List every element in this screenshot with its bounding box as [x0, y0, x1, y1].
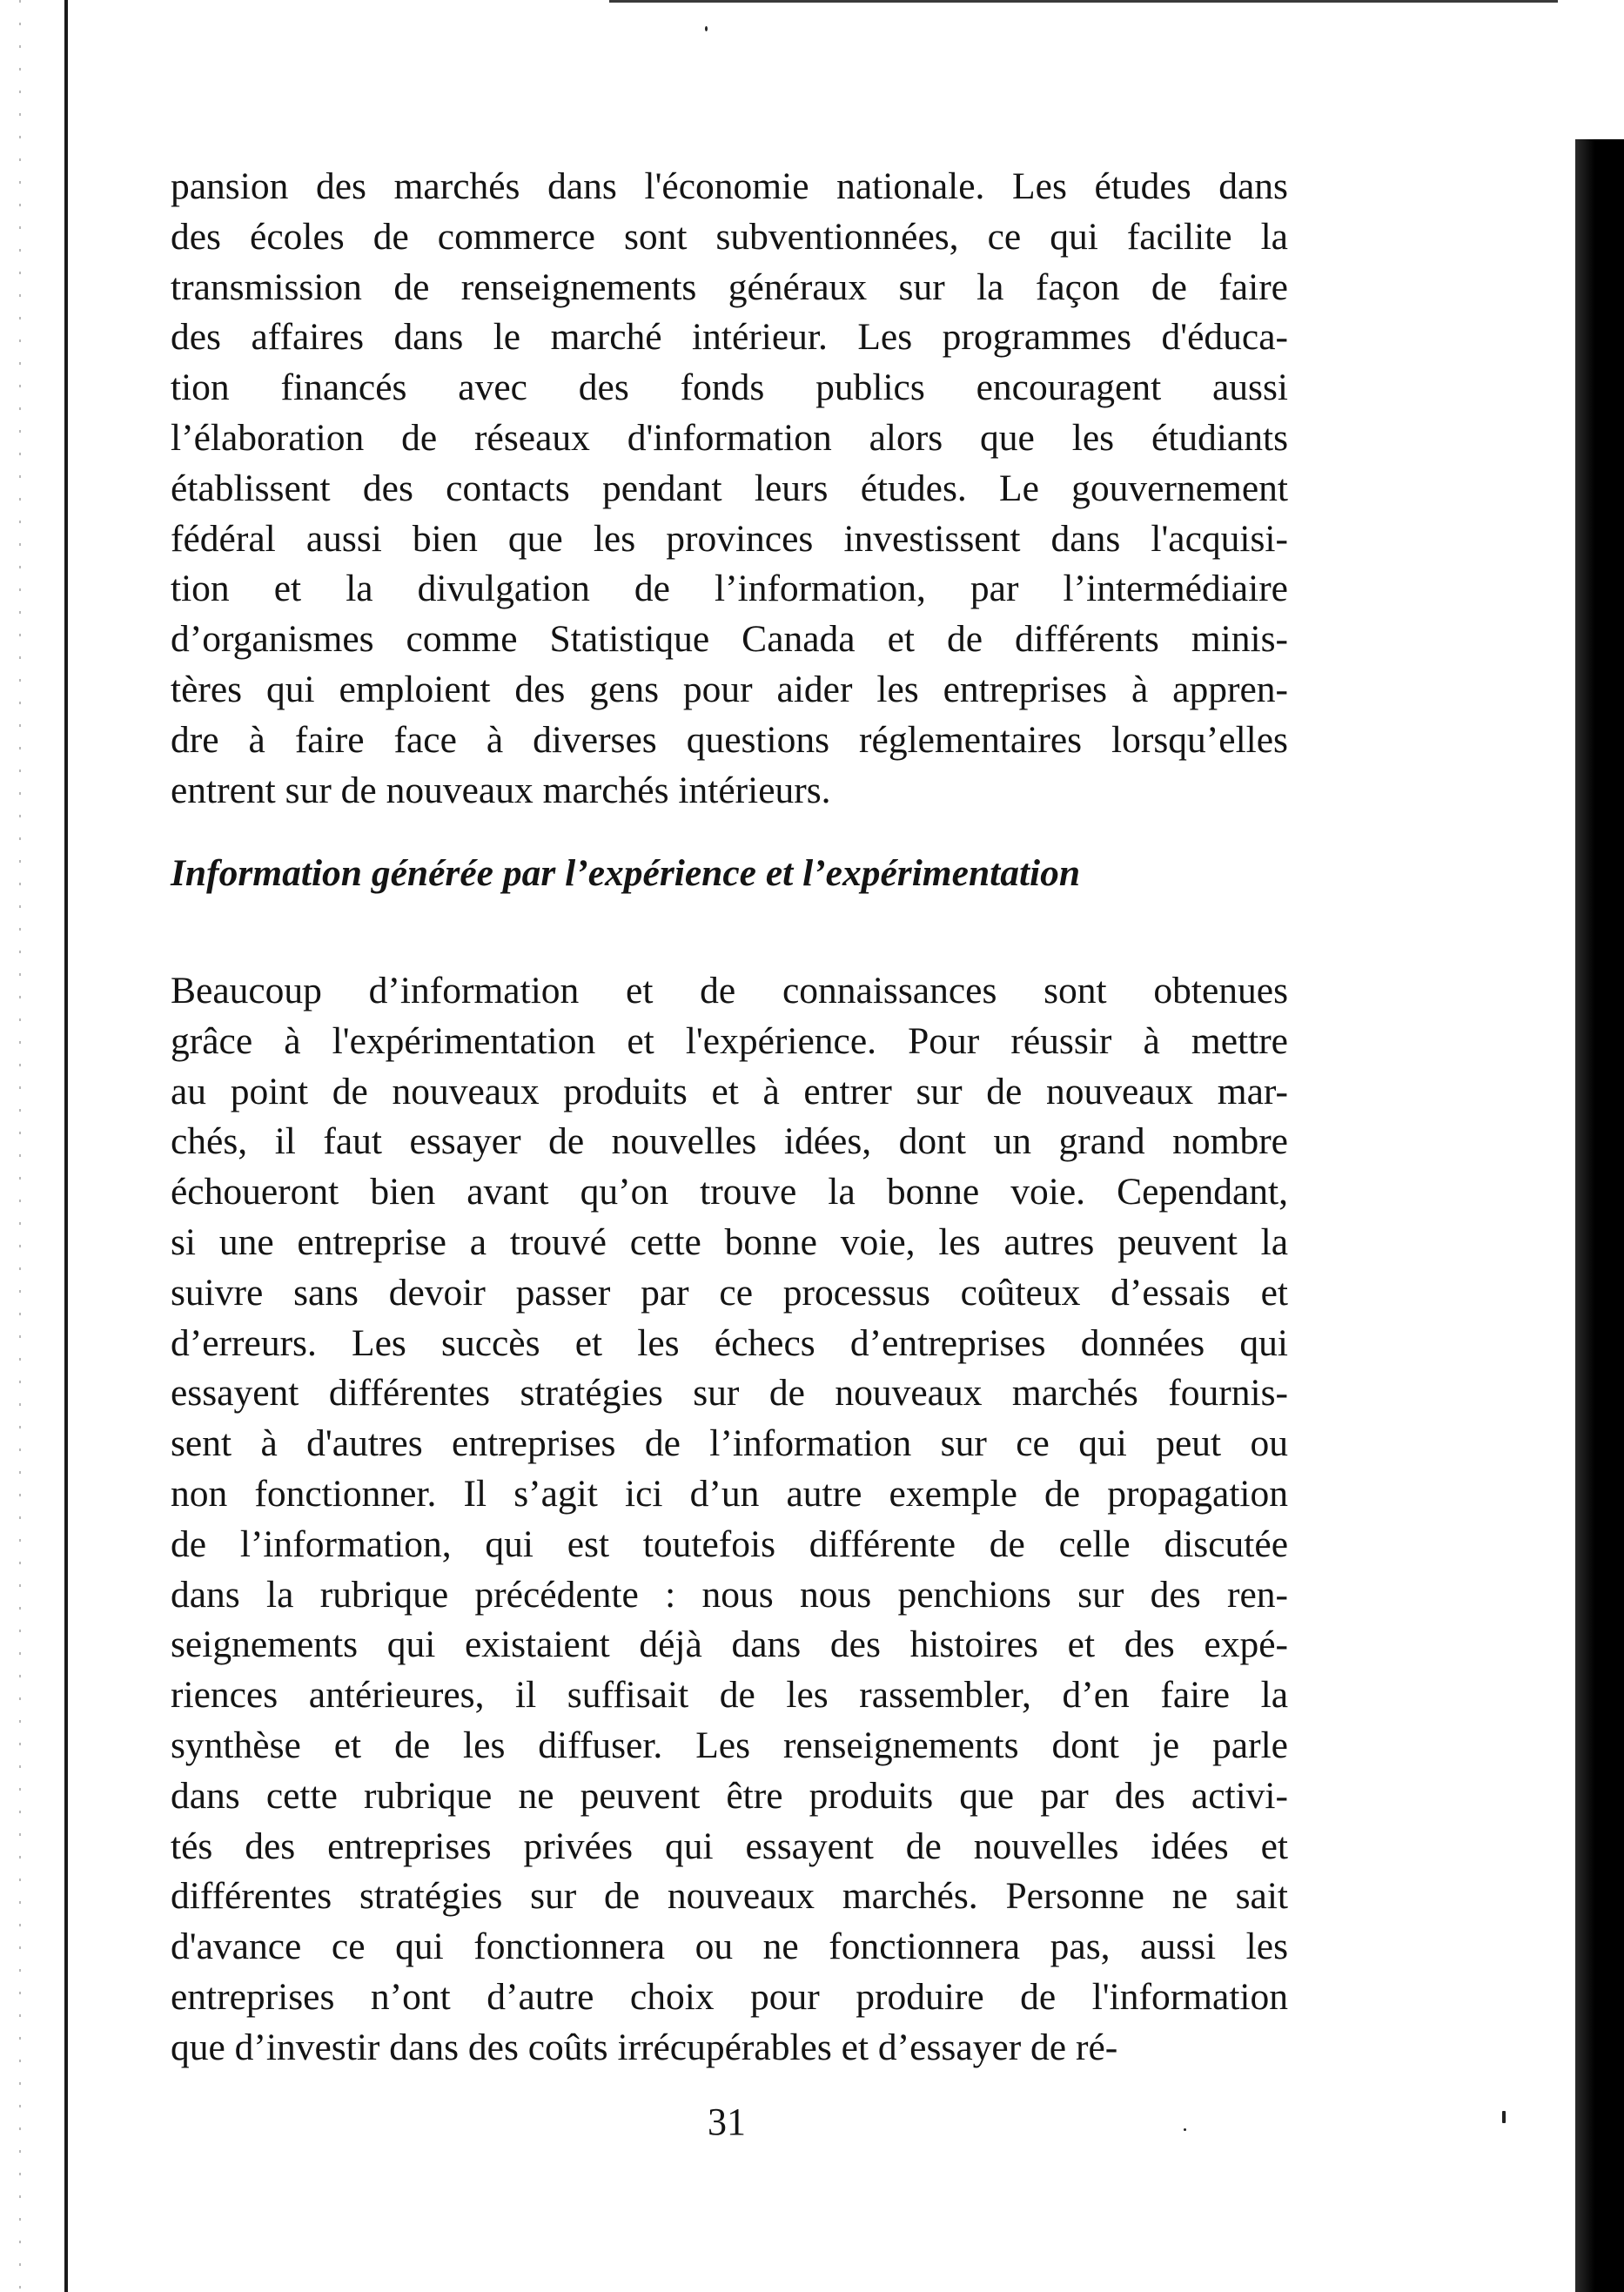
text-line: entrent sur de nouveaux marchés intérieurs.: [171, 769, 831, 811]
text-line: d’organismes comme Statistique Canada et de différents minis-: [171, 618, 1288, 661]
text-line: tion et la divulgation de l’information, par l’intermédiaire: [171, 568, 1288, 610]
scan-speck: [1502, 2111, 1506, 2123]
text-line: différentes stratégies sur de nouveaux marchés. Personne ne sait: [171, 1875, 1288, 1918]
scan-speck: [705, 26, 708, 31]
text-line: l’élaboration de réseaux d'information alors que les étudiants: [171, 416, 1288, 459]
text-line: au point de nouveaux produits et à entrer sur de nouveaux mar-: [171, 1070, 1288, 1112]
paragraph-2: [171, 966, 1288, 2074]
scan-left-dotted-edge: [19, 0, 21, 2292]
text-line: synthèse et de les diffuser. Les renseignements dont je parle: [171, 1724, 1288, 1766]
scan-right-top-gap: [1575, 0, 1624, 139]
paragraph-1: [171, 162, 1288, 816]
text-line: Beaucoup d’information et de connaissances sont obtenues: [171, 970, 1288, 1012]
text-line: dre à faire face à diverses questions réglementaires lorsqu’elles: [171, 718, 1288, 761]
text-line: seignements qui existaient déjà dans des histoires et des expé-: [171, 1623, 1288, 1666]
text-line: grâce à l'expérimentation et l'expérience. Pour réussir à mettre: [171, 1019, 1288, 1062]
text-line: chés, il faut essayer de nouvelles idées, dont un grand nombre: [171, 1120, 1288, 1163]
text-line: entreprises n’ont d’autre choix pour produire de l'information: [171, 1975, 1288, 2018]
text-line: transmission de renseignements généraux sur la façon de faire: [171, 265, 1288, 308]
text-line: établissent des contacts pendant leurs études. Le gouvernement: [171, 467, 1288, 509]
page-number: 31: [708, 2100, 746, 2143]
text-line: des écoles de commerce sont subventionnées, ce qui facilite la: [171, 215, 1288, 258]
paragraph-2-text: [171, 966, 1288, 2074]
text-line: suivre sans devoir passer par ce processus coûteux d’essais et: [171, 1271, 1288, 1314]
scan-top-edge: [609, 0, 1558, 3]
text-line: que d’investir dans des coûts irrécupérables et d’essayer de ré-: [171, 2026, 1118, 2068]
text-line: pansion des marchés dans l'économie nationale. Les études dans: [171, 165, 1288, 207]
paragraph-1-text: [171, 162, 1288, 816]
section-heading: Information générée par l’expérience et l’expérimentation: [171, 852, 1081, 894]
scan-right-dark-band: [1575, 0, 1624, 2292]
text-line: tion financés avec des fonds publics encouragent aussi: [171, 366, 1288, 409]
text-line: échoueront bien avant qu’on trouve la bonne voie. Cependant,: [171, 1171, 1288, 1213]
text-line: non fonctionner. Il s’agit ici d’un autre exemple de propagation: [171, 1472, 1288, 1515]
text-line: si une entreprise a trouvé cette bonne voie, les autres peuvent la: [171, 1220, 1288, 1263]
text-line: dans cette rubrique ne peuvent être produits que par des activi-: [171, 1774, 1288, 1817]
text-line: fédéral aussi bien que les provinces investissent dans l'acquisi-: [171, 517, 1288, 560]
text-line: essayent différentes stratégies sur de nouveaux marchés fournis-: [171, 1372, 1288, 1415]
text-line: tères qui emploient des gens pour aider les entreprises à appren-: [171, 668, 1288, 710]
text-line: d’erreurs. Les succès et les échecs d’entreprises données qui: [171, 1321, 1288, 1364]
scan-left-binding-edge: [64, 0, 68, 2292]
text-line: de l’information, qui est toutefois différente de celle discutée: [171, 1522, 1288, 1565]
text-line: riences antérieures, il suffisait de les rassembler, d’en faire la: [171, 1674, 1288, 1717]
text-line: dans la rubrique précédente : nous nous penchions sur des ren-: [171, 1573, 1288, 1616]
text-line: tés des entreprises privées qui essayent de nouvelles idées et: [171, 1825, 1288, 1867]
text-line: des affaires dans le marché intérieur. Les programmes d'éduca-: [171, 316, 1288, 359]
text-line: sent à d'autres entreprises de l’information sur ce qui peut ou: [171, 1422, 1288, 1465]
text-line: d'avance ce qui fonctionnera ou ne fonctionnera pas, aussi les: [171, 1926, 1288, 1968]
